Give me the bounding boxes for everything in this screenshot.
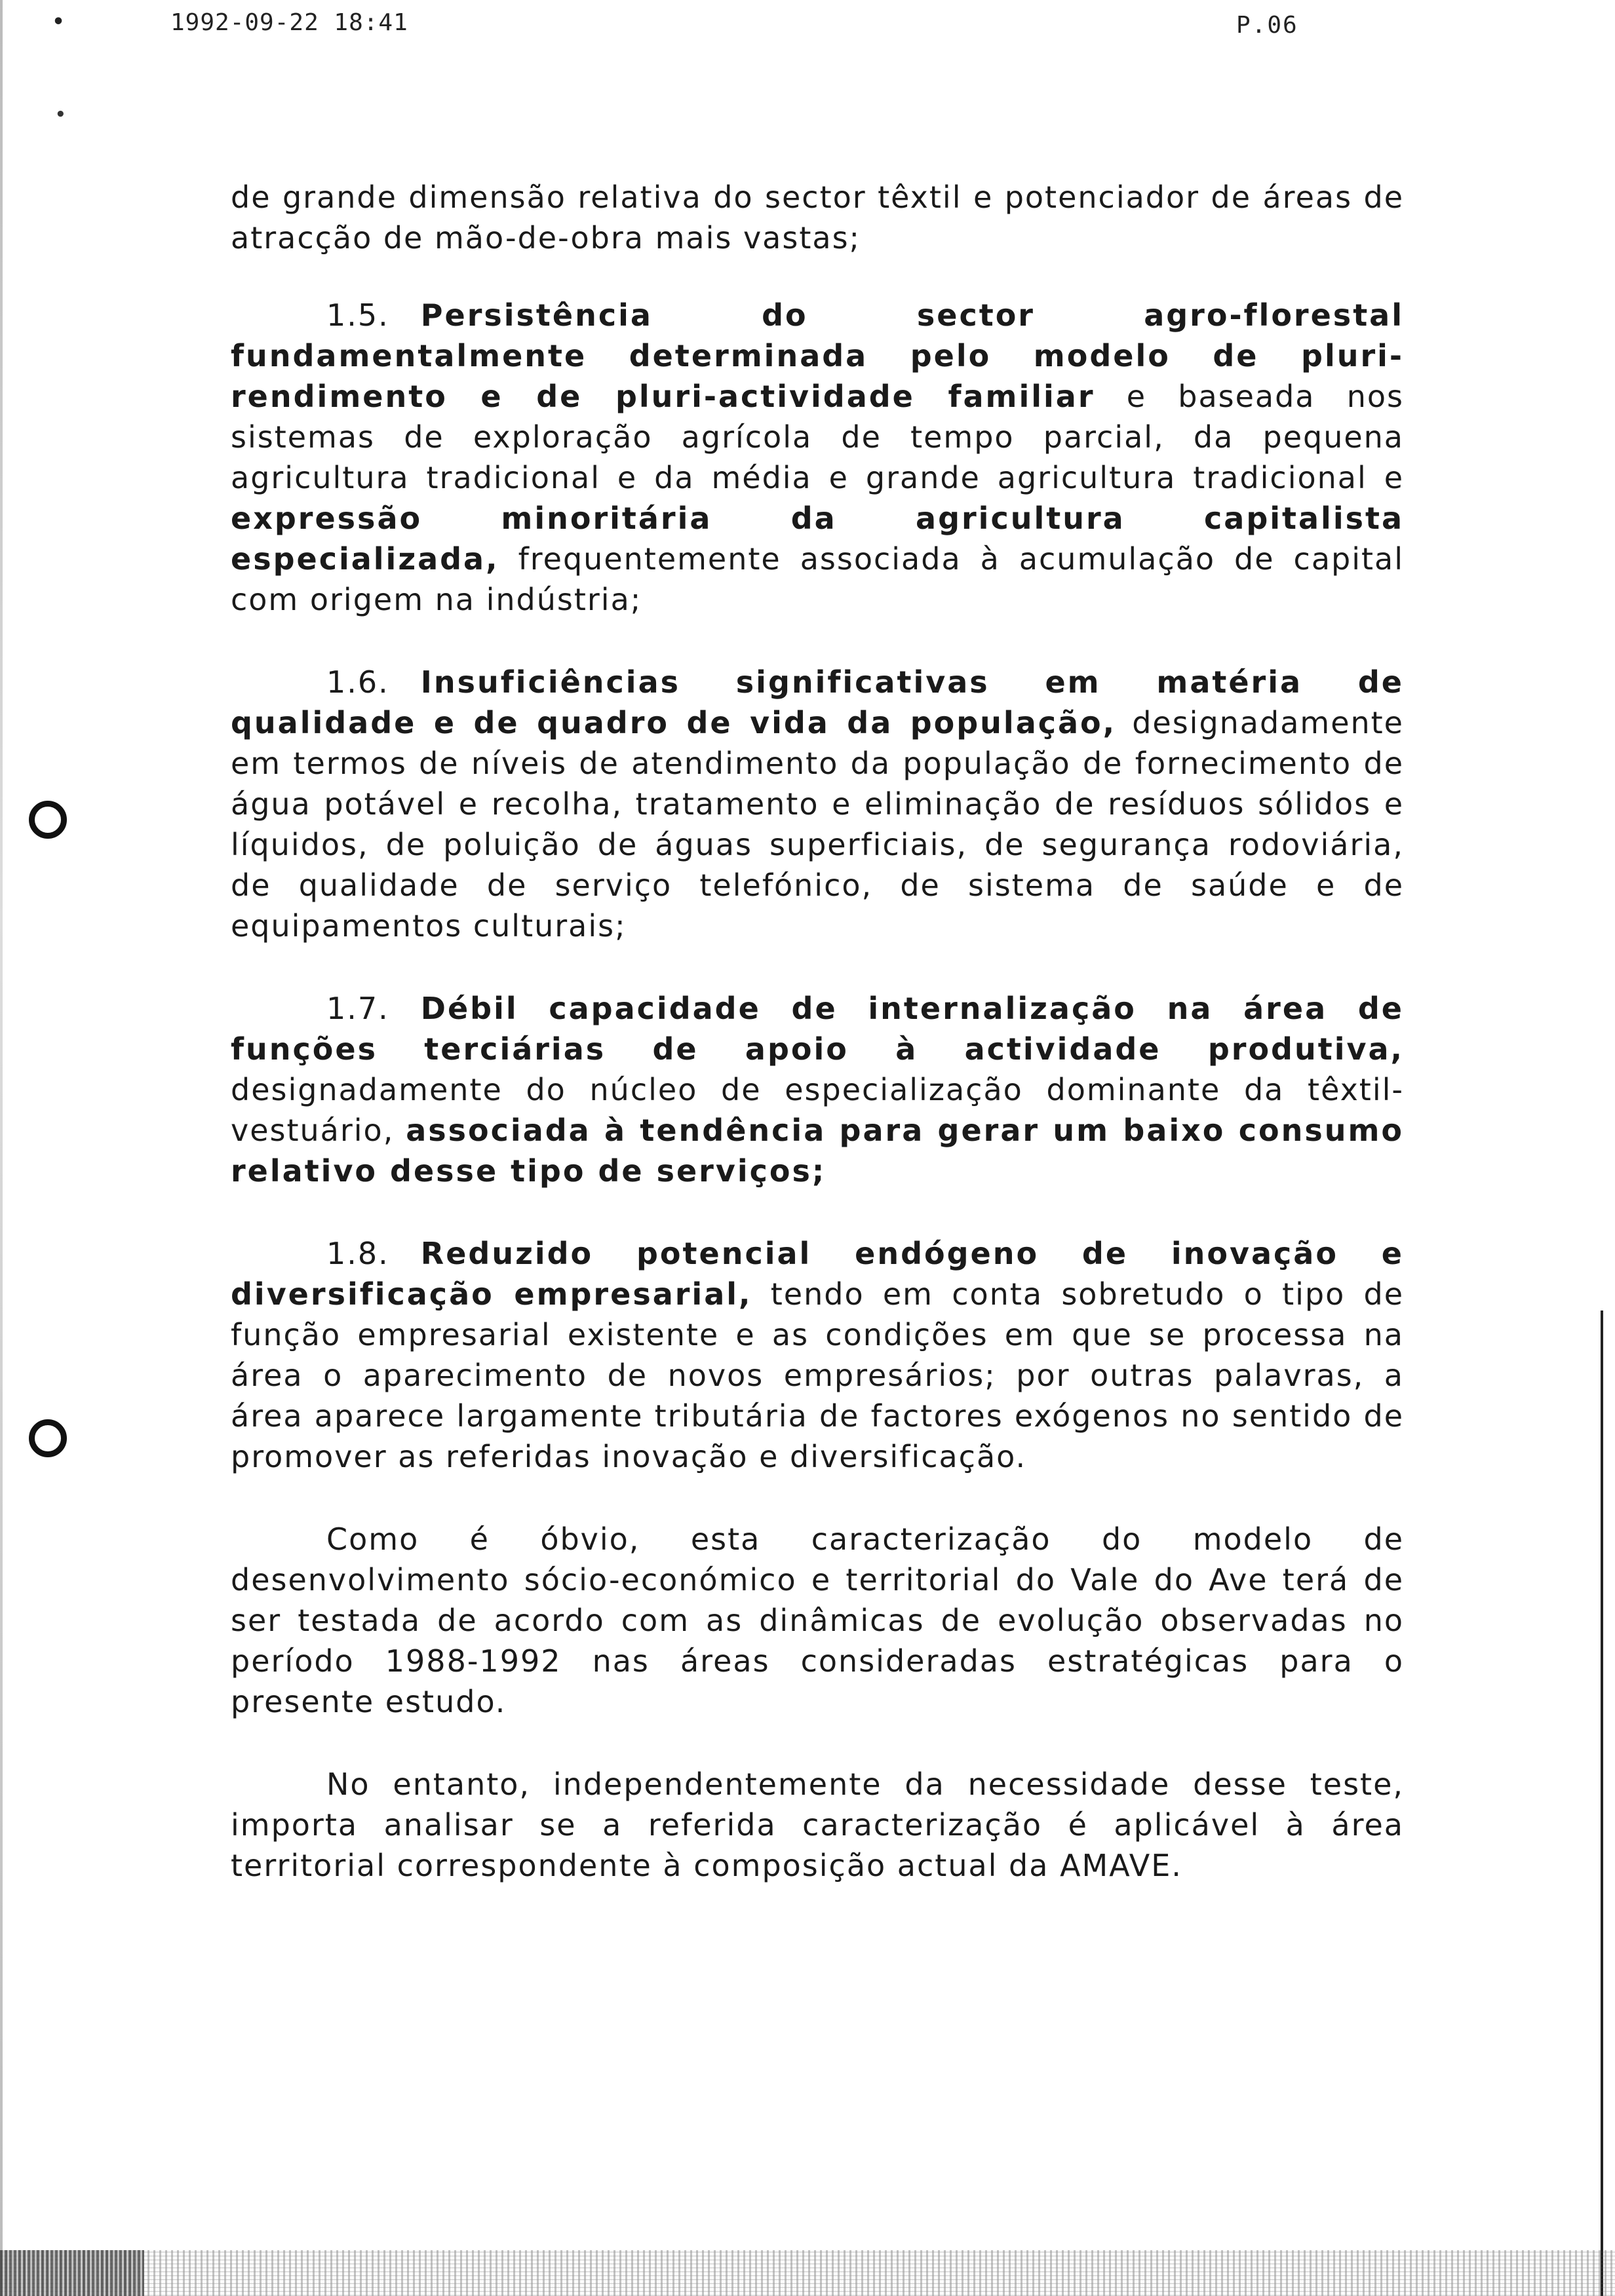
paragraph-1-7 [231,988,1404,1191]
paragraph-text: designadamente do núcleo de especialização dominante da têxtil-vestuário, [231,1072,1404,1148]
fax-header [0,5,1615,45]
paragraph-emphasis: expressão minoritária da agricultura capitalista especializada, [231,501,1404,577]
paragraph-1-5 [231,295,1404,620]
scan-bottom-noise-dark [0,2250,144,2296]
paragraph-heading: Reduzido potencial endógeno de inovação e diversificação empresarial, [231,1236,1404,1312]
fax-mark-top: • [52,10,65,33]
paragraph-text: designadamente em termos de níveis de atendimento da população de fornecimento de água potável e recolha, tratamento e eliminação de resíduos sólidos e líquidos, de poluição de águas superficiais, de segurança rodoviária, de qualidade de serviço telefónico, de sistema de saúde e de equipamentos culturais; [231,705,1404,944]
fax-mark-secondary: • [55,105,66,124]
paragraph-heading: Débil capacidade de internalização na área de funções terciárias de apoio à actividade produtiva, [231,991,1404,1067]
punch-hole-icon [29,1419,67,1457]
paragraph-1-6 [231,662,1404,946]
paragraph-1-8 [231,1233,1404,1477]
scan-right-edge [1601,1311,1603,2296]
paragraph-heading: Persistência do sector agro-florestal fundamentalmente determinada pelo modelo de pluri-rendimento e de pluri-actividade familiar [231,297,1404,414]
paragraph-text: frequentemente associada à acumulação de capital com origem na indústria; [231,541,1404,617]
paragraph-final [231,1764,1404,1886]
fax-datetime: 1992-09-22 18:41 [170,9,408,36]
paragraph-continuation [231,177,1404,258]
item-number: 1.8. [326,1236,389,1271]
paragraph-emphasis: associada à tendência para gerar um baixo consumo relativo desse tipo de serviços; [231,1113,1404,1189]
scan-left-edge [0,0,3,2296]
paragraph-heading: Insuficiências significativas em matéria de qualidade e de quadro de vida da população, [231,664,1404,740]
paragraph-text: Como é óbvio, esta caracterização do modelo de desenvolvimento sócio-económico e territorial do Vale do Ave terá de ser testada de acordo com as dinâmicas de evolução observadas no período 1988-1992 nas áreas consideradas estratégicas para o presente estudo. [231,1521,1404,1719]
paragraph-text: tendo em conta sobretudo o tipo de função empresarial existente e as condições em que se processa na área o aparecimento de novos empresários; por outras palavras, a área aparece largamente tributária de factores exógenos no sentido de promover as referidas inovação e diversificação. [231,1276,1404,1474]
document-body [231,177,1404,1928]
fax-page-number: P.06 [1236,12,1298,39]
scan-bottom-noise [0,2250,1615,2296]
paragraph-text: de grande dimensão relativa do sector têxtil e potenciador de áreas de atracção de mão-de-obra mais vastas; [231,180,1404,256]
item-number: 1.6. [326,664,389,700]
item-number: 1.5. [326,297,389,333]
paragraph-text: No entanto, independentemente da necessidade desse teste, importa analisar se a referida caracterização é aplicável à área territorial correspondente à composição actual da AMAVE. [231,1767,1404,1883]
item-number: 1.7. [326,991,389,1026]
paragraph-conclusion [231,1519,1404,1722]
paragraph-text: e baseada nos sistemas de exploração agrícola de tempo parcial, da pequena agricultura tradicional e da média e grande agricultura tradicional e [231,379,1404,495]
punch-hole-icon [29,801,67,839]
